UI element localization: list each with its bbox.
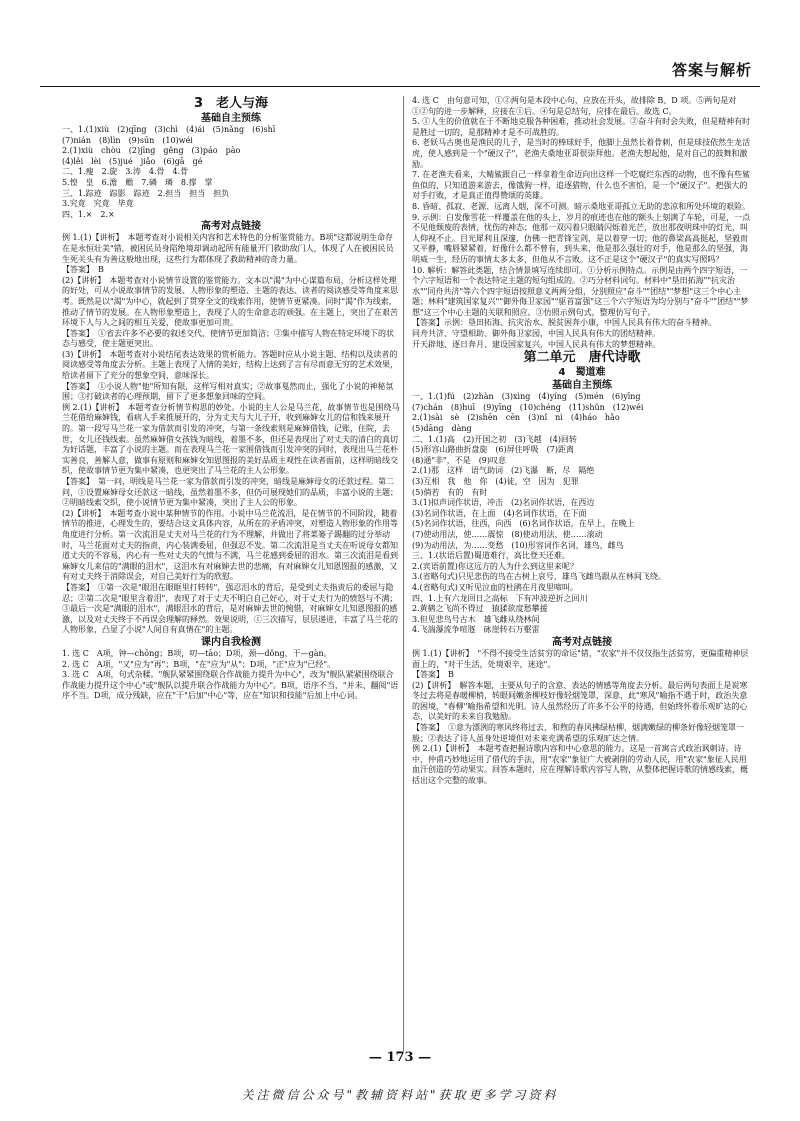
answer-line: (4)lěi lèi (5)jué jiǎo (6)gā gé [62, 156, 203, 166]
answer-line: (5)名词作状语，往西，向西 (6)名词作状语，在早上，在晚上 [412, 519, 635, 529]
answer-line: 4.飞湍瀑流争喧豗 砯崖转石万壑雷 [412, 625, 540, 635]
example-text: 例 2.(1)【讲析】 本题考查分析情节构思的妙处。小说的主人公是马兰花，故事情节也是围绕马兰花借给麻婶钱，看病人手来推展开的，分为丈夫与大儿子开，收到麻婶女儿的信和钱来展开的。第一段写马兰花一家为借款而引发的冲突，与第一条线索则是麻婶借钱，记账，住院，去世，女儿还钱线索。虽然麻婶借女孩钱为暗线，着墨不多，但还是表现出了对丈夫的清白的真切为好话题，丰富了小说的主题。而在表现马兰花一家围借钱而引发冲突的同时，表现出马兰花朴实善良，善解人意，做事有原则和麻婶女知恩图报的美好品质主观性在读者面前，这样明暗线交织，使故事情节更为集中紧凑，也更突出了马兰花的主人公形象。 [62, 402, 400, 476]
answer-line: 2.黄鹤之飞尚不得过 猿猱欲度愁攀援 [412, 604, 548, 614]
section-heading: 高考对点链接 [201, 221, 261, 233]
answer-line: 8. 昏暗、孤寂、老源、远离人烟，深不可测。暗示桑地亚哥孤立无助的悲凉和所处环境的艰险。 [412, 201, 751, 211]
header-title: 答案与解析 [671, 61, 752, 79]
explanation-text: (2)【讲析】 本题考查小说中某种情节的作用。小说中马兰花流泪，是在情节的不同阶段，随着情节的推进，心理发生的，要结合这文具体内容，从所在的矛盾冲突，对塑造人物形象的作用等角度进行分析。第一次流泪是丈夫对马兰花的行为不理解，并做出了将菜篓子踢翻的过分举动时，马兰花面对丈夫的指责，内心装满委屈，但强忍不发。第二次流泪是当丈夫在听说母女都知道丈夫的不容易，内心有一些对丈夫的气愤与不满，马兰花感到委屈的泪水。第三次流泪是看到麻婶女儿来信的"满眼的泪水"，这泪水有对麻婶去世的悲痛，有对麻婶女儿知恩图报的感激，又有对丈夫终于消除误会，对自己美好行为的欣慰。 [62, 508, 398, 582]
answer-line: 一、1.(1)xiù (2)qīng (3)chì (4)ái (5)nǎng (6)shī [62, 125, 276, 134]
answer-line: 5. ①人生的价值就在于不断地克服各种困难，推动社会发展。②奋斗有时会失败，但是精神有时是胜过一切的，是那精神才是不可战胜的。 [412, 117, 751, 137]
answer-line: 2.(1)xiù chòu (2)jīng gěng (3)páo pào [62, 146, 241, 156]
answer-line: 5.惶 皇 6.澹 赡 7.磷 璘 8.撑 掌 [62, 177, 213, 187]
answer-text: 【答案】 ①小说人物"他"所知有限，这样写相对真实；②故事戛然而止，强化了小说的神秘氛围；③打破读者的心理预期，留下了更多想象回味的空间。 [62, 381, 394, 402]
explanation-text: (2)【讲析】 解答本题，主要从句子的含意、表达的情感等角度去分析。最后两句表面上是说寒冬过去将是春暖柳梢，转眼间嫩条柳枝好像轻烟笼罩，深意，此"寒风"喻指不遇于时，政治失意的困境，"春柳"喻指希望和光明。诗人虽然经历了许多不公平的待遇，但始终怀着乐观旷达的心态，以美好的未来自我勉励。 [412, 680, 748, 722]
page-header [40, 56, 760, 87]
answer-line: 7. 在老渔夫看来，大鲭鲨跟自己一样拿着生命迈向出这样一个吃腐烂东西的动物，也不像有些鲨鱼似的，只知道游来游去，像饿狗一样，追逐猎物，什么也不害怕，是一个"硬汉子"。把强大的对手打败，才是真正值得赞颂的英雄。 [412, 170, 751, 201]
answer-line: 6. 老妖马古奥也是渔民的儿子，是当时的棒球好手，他脚上虽然长着骨刺，但是球技依然生龙活虎，使人感到是一个"硬汉子"，老渔夫桑地亚哥很崇拜他。老渔夫想起他，是对自己的鼓舞和激励。 [412, 138, 751, 169]
answer-text: 【答案】 B [412, 670, 454, 680]
answer-text: 【答案】 ①意为漂洌的寒风终将过去，和煦的春风拂绿枯柳，烟满嫩绿的柳条好像轻烟笼罩一般；②表达了诗人虽身处逆境但对未来充满希望的乐观旷达之情。 [412, 723, 744, 743]
lesson-title: 4 蜀道难 [558, 367, 606, 379]
right-column [412, 96, 752, 1051]
answer-line: 四、1.× 2.× [62, 209, 115, 219]
answer-line: (5)形容山路曲折盘旋 (6)屏住呼吸 (7)距离 [412, 445, 574, 455]
answer-line: 2.(宾语前置)你这远方的人为什么到这里来呢？ [412, 561, 578, 571]
answer-text: 【答案】 ①第一次是"眼泪在眼眶里打转转"，强忍泪水的背后，是受到丈夫指责后的委屈与隐忍；②第二次是"眼里含着泪"，表现了对于丈夫不明白自己好心，对于丈夫行为的愤怒与不满；③最后一次是"满眼的泪水"，满眼泪水的背后，是对麻婶去世的惋惜，对麻婶女儿知恩图报的感激，以及对丈夫终于不再误会理解的释然。效果说明，①三次描写，层层递进，丰富了马兰花的人物形象，凸显了小说"人间自有真情在"的主题。 [62, 582, 398, 635]
answer-line: (7)使动用法，使……震惊 (8)使动用法，使……滚动 [412, 529, 603, 539]
answer-text: 【答案】 B [62, 265, 104, 275]
answer-line: 4. 选 C 由句意可知，①②两句是本段中心句，应放在开头，故排除 B、D 项。⑤两句是对①②句的进一步解释，应接在①后。④句是总结句，应排在最后。故选 C。 [412, 96, 737, 116]
left-column [62, 96, 400, 1051]
answer-line: 9. 示例：白发像雪花一样覆盖在他的头上，岁月的痕迹也在他的额头上刻满了车轮，可是，一点不见他颓废的表情，忧伤的神态；他那一双闪着只眼睛闪烁着光芒，放出那夜明珠中的灯光，叫人仰视不止。目光犀利且深邃，仿佛一把青锋宝剑，是以着穿一切；他的鼻梁高高挺起，坚毅而又平静，嘴唇紧紧着，好像什么都不曾有，到头来，他是那么强壮的对手，他是那么的坚强，海明威一生，经历的事情太多太多，但他从不言败。这不正是这个"硬汉子"的真实写照吗？ [412, 212, 751, 264]
answer-line: 1. 选 C A项，钟—chōng；B项，叨—tāo；D项，颈—dǒng，干—gàn。 [62, 648, 332, 658]
section-heading: 基础自主预练 [201, 113, 261, 124]
answer-line: 3.但见悲鸟号古木 雄飞雌从绕林间 [412, 614, 540, 624]
answer-text: 同舟共济、守望相助、御外侮卫家园，中国人民具有伟大的团结精神。 [412, 329, 660, 339]
answer-line: 一、1.(1)fú (2)zhàn (3)xìng (4)yíng (5)mén (6)yīng [412, 392, 641, 402]
section-heading: 课内自我检测 [201, 636, 261, 648]
answer-text: 【答案】 ①省去许多不必要的叙述交代，使情节更加简洁；②集中描写人物在特定环境下的状态与感受，使主题更突出。 [62, 328, 394, 349]
lesson-title: 3 老人与海 [193, 96, 269, 111]
answer-line: 10. 解析：解答此类题，结合情景填写连续即可。①分析示例特点。示例是由两个四字短语，一个六字短语和一个表达特定主题的短句组成的。②巧分材料词句。材料中"垦田拓海""抗灾治水""同舟共济"等六个四字短语按照意义两两分组，分别照应"奋斗""团结""梦想"这三个中心主题；林料"建筑国家复兴""御外侮卫家园""驱首富强"这三个六字短语为均分别与"奋斗""团结""梦想"这三个中心主题的关联和照应。③仿照示例句式，整理仿写句子。 [412, 265, 749, 317]
example-text: 例 1.(1)【讲析】 本题考查对小说相关内容和艺术特色的分析鉴赏能力。B项"这都说明生命存在是永恒壮美"错，被困民员身陷绝境却调动起所有能量开门救助敌门人，体现了人在被困民员生死关头有为善这般地出现，这些行为都体现了救助精神的奇力量。 [62, 233, 394, 264]
answer-text: 【答案】示例：垦田拓海、抗灾治水、脱贫困奔小康，中国人民具有伟大的奋斗精神。 [412, 318, 716, 328]
answer-line: 2.(1)那 这样 语气助词 (2)飞瀑 断，尽 隔绝 [412, 466, 595, 476]
page-number: — 173 — [368, 1050, 432, 1065]
answer-line: 3.(1)拟声词作状语，冲击 (2)名词作状语，在西边 [412, 498, 595, 508]
answer-line: 二、1.(1)高 (2)开国之初 (3)飞越 (4)回转 [412, 434, 577, 444]
answer-line: 4.(省略句式)又听见泣血的杜鹃在月夜里啼叫。 [412, 582, 578, 592]
answer-line: 三、1.(状语后置)蜀道难行，高比登天还难。 [412, 551, 570, 561]
explanation-text: (3)【讲析】 本题考查对小说结尾表达效果的赏析能力。答题时应从小说主题、结构以及读者的阅读感受等角度去分析。主题上表现了人情的美好，结构上达到了言有尽而意无穷的艺术效果，给读者留下了充分的想象空间，意味深长。 [62, 349, 398, 381]
section-heading: 高考对点链接 [552, 636, 612, 648]
answer-line: 二、1.瘦 2.旋 3.涛 4.骨 4.骨 [62, 167, 189, 177]
answer-text: 【答案】 第一问，明线是马兰花一家为借款而引发的冲突，暗线是麻婶母女的还款过程。第二问，①设置麻婶母女还款这一暗线，虽然着墨不多，但仍可展现她们的品质，丰富小说的主题；②明暗线索交织，使小说情节更为集中紧凑，突出了主人公的形象。 [62, 477, 398, 508]
answer-line: (5)dāng dàng [412, 424, 472, 434]
unit-title: 第二单元 唐代诗歌 [523, 350, 641, 366]
example-text: 例 2.(1)【讲析】 本题考查把握诗歌内容和中心意思的能力。这是一首寓言式政治讽刺诗。诗中，仲甫巧妙地运用了借代的手法，用"农家"象征广大被剥削的劳动人民，用"农家"象征人民用血汗创造的劳动果实。回答本题时，应在理解诗歌内容写人物，从整体把握诗歌的情感线索，概括出这个完整的故事。 [412, 744, 748, 786]
answer-line: 三、1.踪迹 踪影 踪迹 2.担当 担当 担负 [62, 188, 230, 198]
explanation-text: (2)【讲析】 本题考查对小说情节设置的鉴赏能力。文本以"渴"为中心谋篇布局，分析这样处理的好处，可从小说故事情节的发展、人物形象的塑造、主题的表达、读者的阅读感受等角度来思考。既然是以"渴"为中心，就起到了贯穿全文的线索作用，使情节更紧凑。同时"渴"作为线索，推动了情节的发展。在人物形象塑造上，表现了人的生命意志的顽强。在主题上，突出了在艰苦环境下人与人之间的相互关爱，使故事更加可贵。 [62, 275, 398, 328]
answer-line: 四、1.上有六龙回日之高标 下有冲波逆折之回川 [412, 593, 588, 603]
answer-line: (7)nián (8)lìn (9)sūn (10)wéi [62, 135, 193, 145]
answer-line: (3)互相 我 他 你 (4)徒，空 因为 犯罪 [412, 477, 579, 486]
section-heading: 基础自主预练 [552, 380, 612, 392]
column-divider [403, 96, 404, 1051]
answer-line: (9)为动用法，为……变愁 (10)形容词作名词，雄鸟，雌鸟 [412, 540, 624, 550]
answer-line: (8)通"非"，不是 (9)叹息 [412, 455, 507, 465]
answer-line: 3.究竟 究竟 毕竟 [62, 199, 134, 209]
answer-line: 3. 选 C A项，句式杂糅。"舰队紧紧围绕联合作战能力提升为中心"，改为"舰队紧紧围绕联合作战能力提升这个中心"或"舰队以提升联合作战能力为中心"。B项，语序不当，"并未、翻阅"语序不当。D项，成分残缺，应在"干"后加"中心"等，应在"知识和技能"后加上中心词。 [62, 670, 399, 701]
answer-line: 2. 选 C A项，"又"应为"再"；B项，"在"应为"从"；D项，"正"应为"已经"。 [62, 659, 336, 669]
answer-line: (3)名词作状语，在上面 (4)名词作状语，在下面 [412, 508, 587, 518]
answer-line: (7)chán (8)huī (9)yīng (10)chéng (11)shǔn (12)wéi [412, 402, 644, 412]
answer-line: 3.(省略句式)只见悲伤的鸟在古树上哀号，雄鸟飞雌鸟跟从在林间飞绕。 [412, 572, 666, 582]
footer-note: 关注微信公众号"教辅资料站"获取更多学习资料 [241, 1088, 559, 1102]
answer-text: 开天辟地、逐日奔月、建设国家复兴，中国人民具有伟大的梦想精神。 [412, 339, 660, 349]
answer-line: (5)倘若 有的 有时 [412, 487, 488, 497]
answer-line: 2.(1)sài sè (2)shēn cēn (3)nǐ nì (4)háo hǎo [412, 413, 620, 423]
example-text: 例 1.(1)【讲析】 "不得不接受生活贫穷的命运"错，"农家"并不仅仅指生活贫穷，更偏重精神层面上的，"对于生活，处境艰辛，迷途"。 [412, 648, 749, 669]
